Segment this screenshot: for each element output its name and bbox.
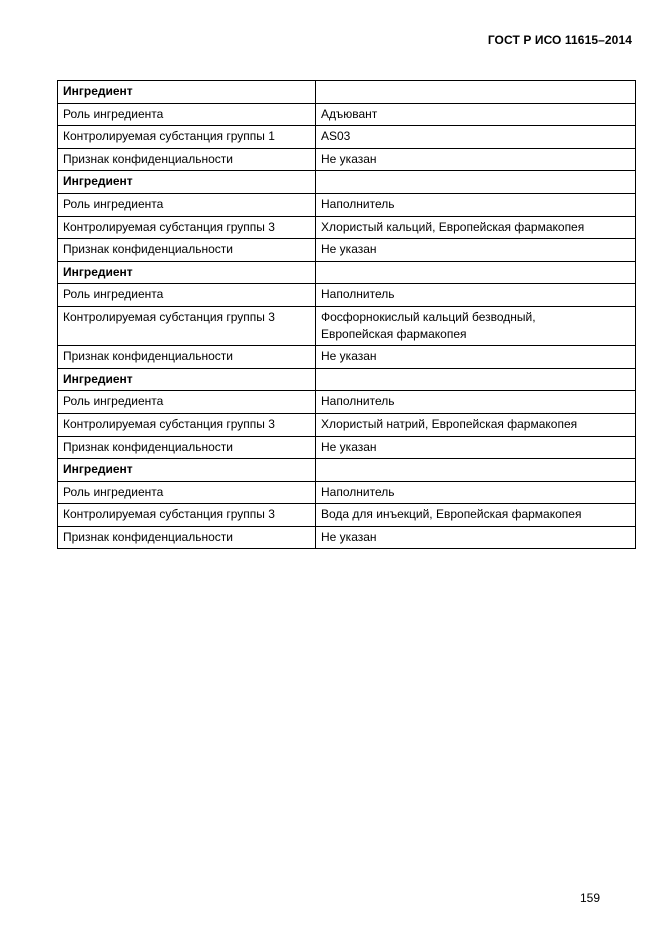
ingredient-heading-row bbox=[58, 171, 636, 194]
row-value: Хлористый кальций, Европейская фармакопея bbox=[316, 216, 636, 239]
ingredient-heading-value bbox=[316, 171, 636, 194]
table-row bbox=[58, 306, 636, 345]
table-row bbox=[58, 346, 636, 369]
row-key: Роль ингредиента bbox=[58, 193, 316, 216]
table-row bbox=[58, 148, 636, 171]
table-row bbox=[58, 391, 636, 414]
row-value: Наполнитель bbox=[316, 193, 636, 216]
row-value: Хлористый натрий, Европейская фармакопея bbox=[316, 413, 636, 436]
row-key: Роль ингредиента bbox=[58, 103, 316, 126]
row-key: Признак конфиденциальности bbox=[58, 148, 316, 171]
row-key: Роль ингредиента bbox=[58, 481, 316, 504]
row-value: Не указан bbox=[316, 526, 636, 549]
table-row bbox=[58, 193, 636, 216]
ingredient-heading-row bbox=[58, 261, 636, 284]
row-value: Адъювант bbox=[316, 103, 636, 126]
table-row bbox=[58, 526, 636, 549]
table-row bbox=[58, 436, 636, 459]
ingredient-heading: Ингредиент bbox=[58, 459, 316, 482]
row-key: Роль ингредиента bbox=[58, 391, 316, 414]
row-key: Контролируемая субстанция группы 3 bbox=[58, 413, 316, 436]
row-key: Признак конфиденциальности bbox=[58, 346, 316, 369]
ingredient-heading: Ингредиент bbox=[58, 368, 316, 391]
row-key: Признак конфиденциальности bbox=[58, 239, 316, 262]
table-row bbox=[58, 216, 636, 239]
row-value: Не указан bbox=[316, 346, 636, 369]
table-row bbox=[58, 413, 636, 436]
row-value: Не указан bbox=[316, 436, 636, 459]
page-number: 159 bbox=[579, 891, 600, 905]
row-key: Контролируемая субстанция группы 1 bbox=[58, 126, 316, 149]
document-header bbox=[488, 33, 632, 47]
row-value: Наполнитель bbox=[316, 481, 636, 504]
ingredient-heading-value bbox=[316, 459, 636, 482]
row-value: Не указан bbox=[316, 148, 636, 171]
row-value: AS03 bbox=[316, 126, 636, 149]
row-key: Контролируемая субстанция группы 3 bbox=[58, 306, 316, 345]
row-key: Контролируемая субстанция группы 3 bbox=[58, 504, 316, 527]
table-row bbox=[58, 481, 636, 504]
ingredient-heading: Ингредиент bbox=[58, 171, 316, 194]
row-key: Роль ингредиента bbox=[58, 284, 316, 307]
ingredient-heading-value bbox=[316, 261, 636, 284]
ingredient-heading-row bbox=[58, 459, 636, 482]
row-value: Фосфорнокислый кальций безводный, Европейская фармакопея bbox=[316, 306, 636, 345]
table-row bbox=[58, 504, 636, 527]
ingredient-heading-value bbox=[316, 368, 636, 391]
table-row bbox=[58, 126, 636, 149]
table-row bbox=[58, 284, 636, 307]
row-key: Признак конфиденциальности bbox=[58, 526, 316, 549]
ingredient-heading-row bbox=[58, 81, 636, 104]
ingredients-table-body bbox=[58, 81, 636, 549]
ingredients-table bbox=[57, 80, 636, 549]
row-value: Вода для инъекций, Европейская фармакопея bbox=[316, 504, 636, 527]
row-value: Не указан bbox=[316, 239, 636, 262]
table-row bbox=[58, 103, 636, 126]
row-value: Наполнитель bbox=[316, 391, 636, 414]
ingredient-heading-value bbox=[316, 81, 636, 104]
row-value: Наполнитель bbox=[316, 284, 636, 307]
ingredient-heading: Ингредиент bbox=[58, 261, 316, 284]
standard-code: ГОСТ Р ИСО 11615–2014 bbox=[487, 33, 632, 47]
row-key: Контролируемая субстанция группы 3 bbox=[58, 216, 316, 239]
ingredient-heading: Ингредиент bbox=[58, 81, 316, 104]
table-row bbox=[58, 239, 636, 262]
row-key: Признак конфиденциальности bbox=[58, 436, 316, 459]
ingredient-heading-row bbox=[58, 368, 636, 391]
